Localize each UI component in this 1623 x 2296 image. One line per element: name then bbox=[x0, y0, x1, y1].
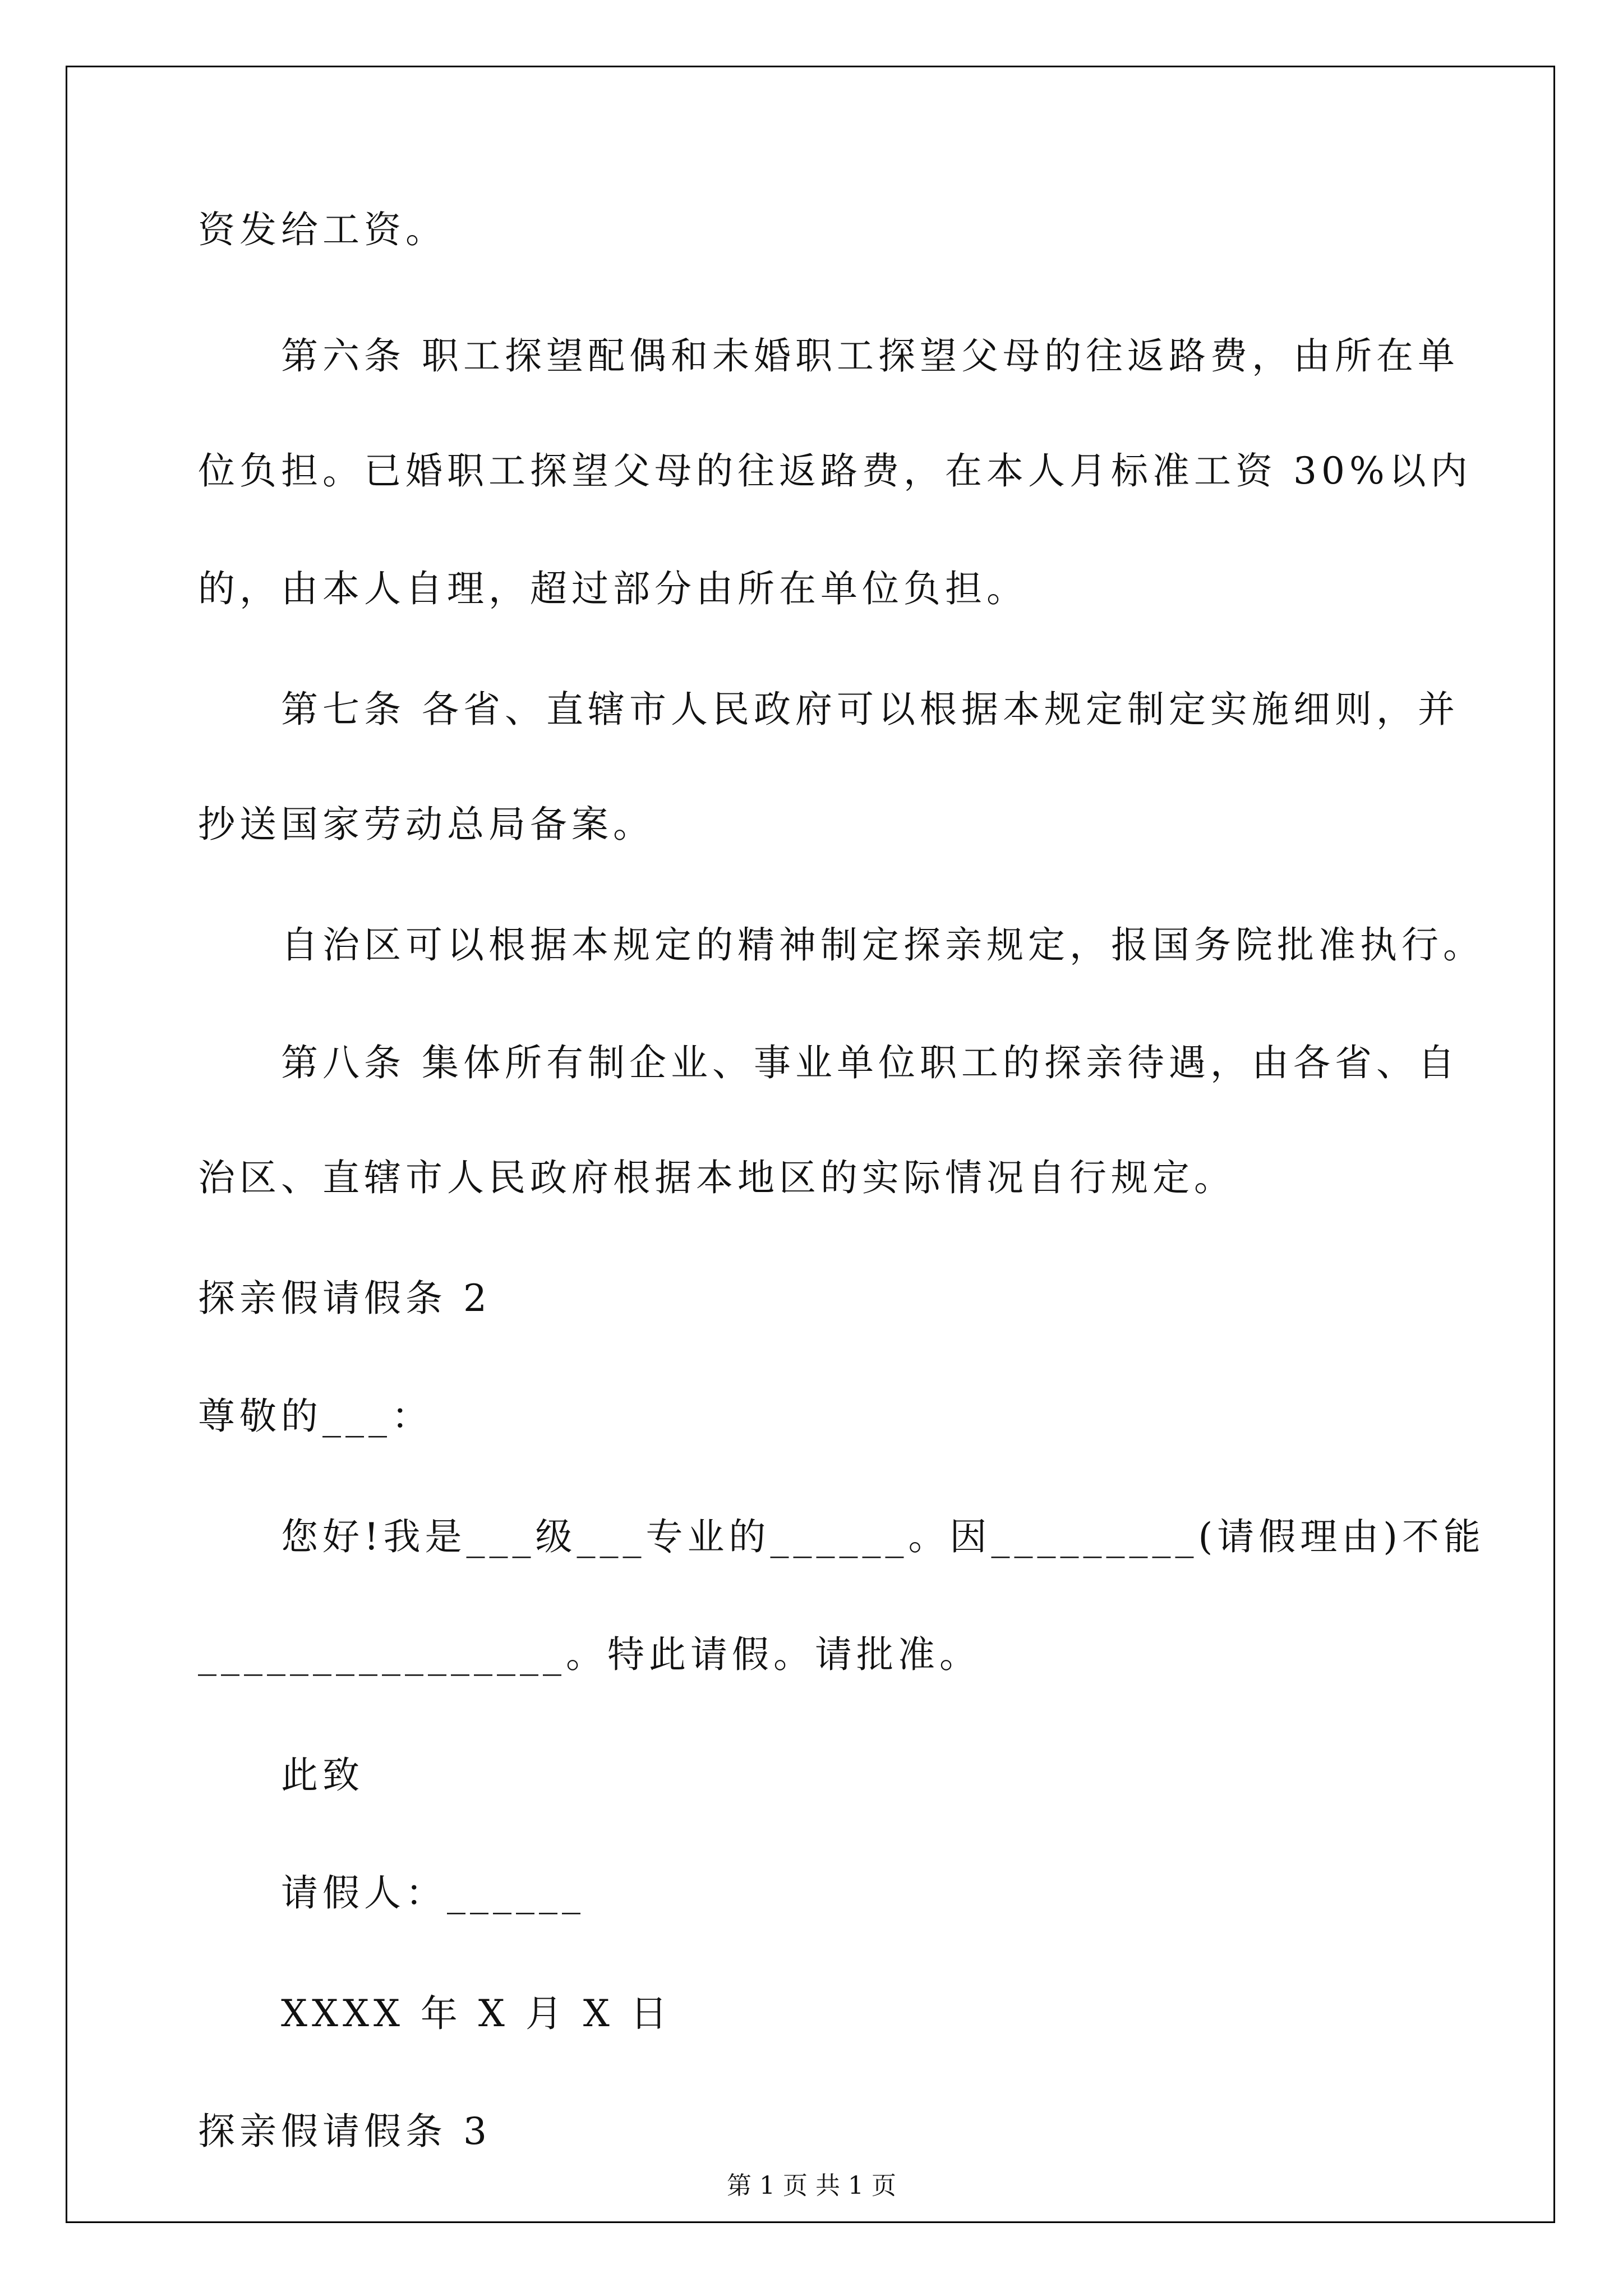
article-6-line-2: 位负担。已婚职工探望父母的往返路费，在本人月标准工资 30%以内 bbox=[198, 449, 1472, 493]
page-footer: 第 1 页 共 1 页 bbox=[727, 2171, 896, 2200]
article-8-line-2: 治区、直辖市人民政府根据本地区的实际情况自行规定。 bbox=[198, 1156, 1235, 1199]
article-8-line-1: 第八条 集体所有制企业、事业单位职工的探亲待遇，由各省、自 bbox=[281, 1041, 1459, 1084]
applicant-line: 请假人：______ bbox=[281, 1871, 585, 1915]
letter-body-line-1: 您好!我是___级___专业的______。因_________(请假理由)不能 bbox=[281, 1515, 1486, 1558]
section-heading-2: 探亲假请假条 2 bbox=[198, 1277, 491, 1320]
article-6-line-1: 第六条 职工探望配偶和未婚职工探望父母的往返路费，由所在单 bbox=[281, 334, 1459, 378]
letter-body-line-2: ________________。特此请假。请批准。 bbox=[198, 1633, 981, 1676]
autonomous-region-line: 自治区可以根据本规定的精神制定探亲规定，报国务院批准执行。 bbox=[281, 923, 1484, 967]
text-line: 资发给工资。 bbox=[198, 208, 447, 251]
salutation: 尊敬的___： bbox=[198, 1395, 433, 1438]
closing: 此致 bbox=[281, 1754, 364, 1797]
article-7-line-2: 抄送国家劳动总局备案。 bbox=[198, 803, 654, 846]
article-7-line-1: 第七条 各省、直辖市人民政府可以根据本规定制定实施细则，并 bbox=[281, 688, 1459, 731]
section-heading-3: 探亲假请假条 3 bbox=[198, 2110, 491, 2153]
article-6-line-3: 的，由本人自理，超过部分由所在单位负担。 bbox=[198, 567, 1028, 610]
date-line: XXXX 年 X 月 X 日 bbox=[281, 1992, 672, 2035]
